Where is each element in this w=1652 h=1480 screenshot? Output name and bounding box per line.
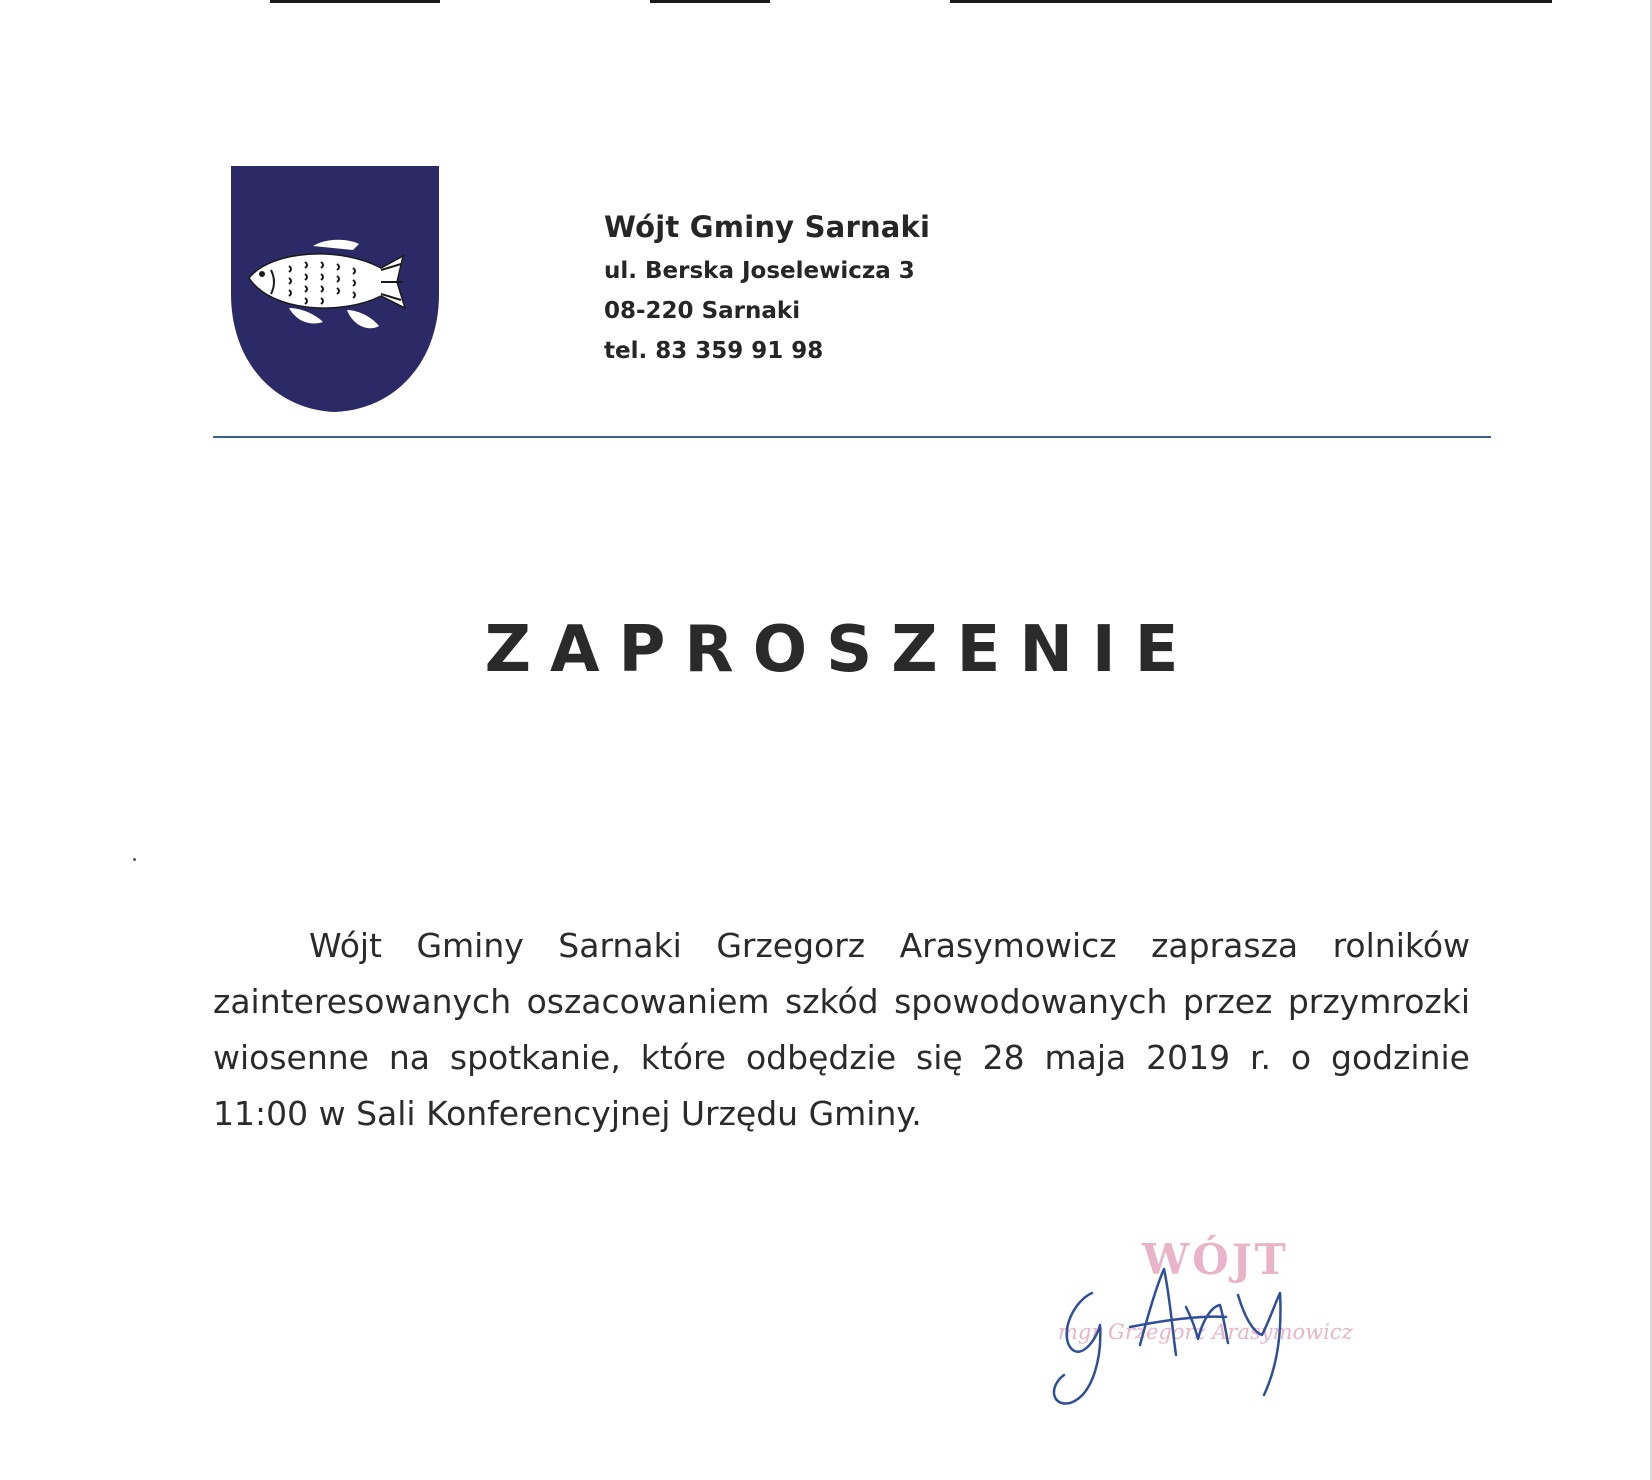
invitation-body: [213, 918, 1470, 1142]
handwritten-signature-icon: [1030, 1235, 1410, 1415]
scan-edge-middle: [650, 0, 770, 3]
document-title: ZAPROSZENIE: [484, 613, 1198, 687]
letterhead-divider: [213, 436, 1491, 438]
scan-speck: [133, 858, 136, 861]
letterhead: [604, 203, 1304, 371]
letterhead-phone: tel. 83 359 91 98: [604, 338, 824, 364]
letterhead-postal: 08-220 Sarnaki: [604, 298, 801, 324]
letterhead-office: Wójt Gminy Sarnaki: [604, 210, 931, 244]
coat-of-arms-fish-icon: [231, 166, 439, 414]
scan-edge-right: [950, 0, 1552, 3]
invitation-paragraph: Wójt Gminy Sarnaki Grzegorz Arasymowicz zaprasza rolników zainteresowanych oszacowaniem szkód spowodowanych przez przymrozki wiosenne na spotkanie, które odbędzie się 28 maja 2019 r. o godzinie 11:00 w Sali Konferencyjnej Urzędu Gminy.: [213, 926, 1470, 1133]
stamp-title: WÓJT: [1142, 1235, 1289, 1284]
letterhead-street: ul. Berska Joselewicza 3: [604, 258, 915, 284]
stamp-name: mgr Grzegorz Arasymowicz: [1058, 1320, 1353, 1344]
scan-edge-left: [270, 0, 440, 3]
official-stamp: [1030, 1235, 1410, 1415]
